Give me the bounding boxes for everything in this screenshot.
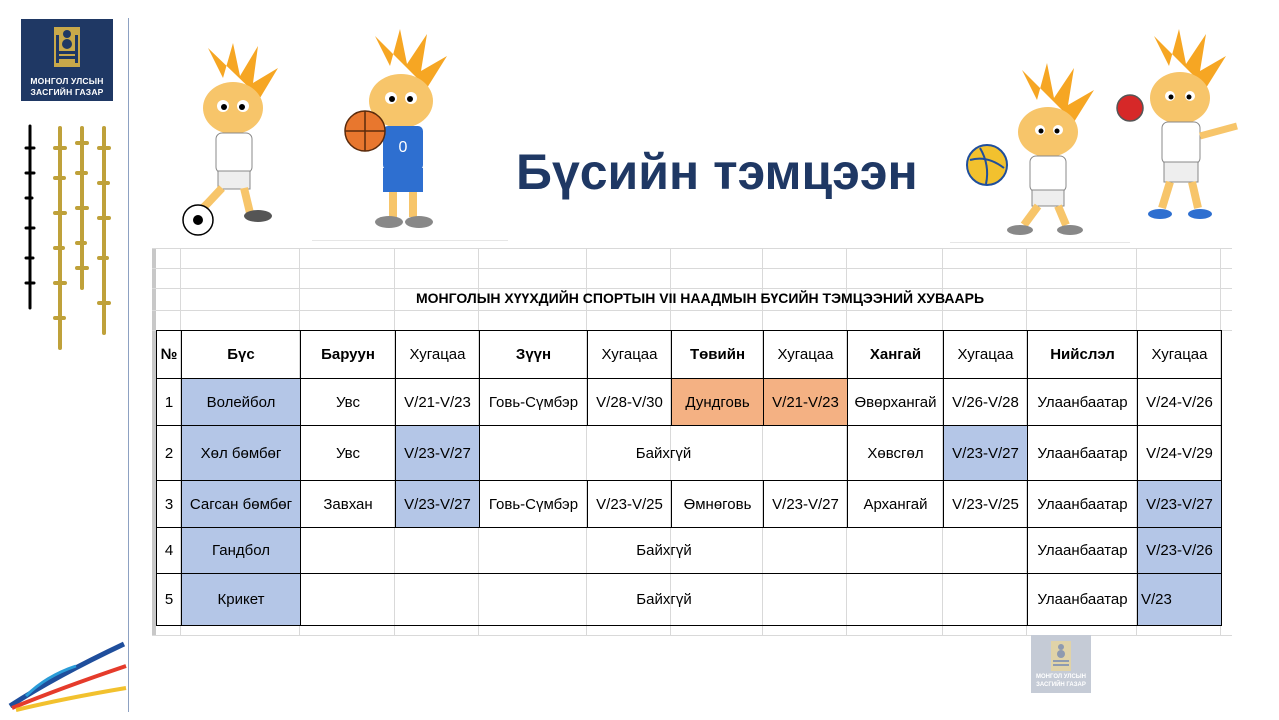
schedule-table — [156, 330, 1222, 626]
soyombo-icon — [1051, 641, 1071, 671]
khangai-date-cell: V/26-V/28 — [944, 379, 1028, 426]
west-date-cell: V/23-V/27 — [396, 426, 480, 481]
logo-line-2: ЗАСГИЙН ГАЗАР — [30, 87, 104, 97]
sport-cell: Крикет — [182, 574, 301, 626]
column-header: Бүс — [182, 331, 301, 379]
column-header: Хугацаа — [764, 331, 848, 379]
table-row — [157, 574, 1222, 626]
capital-date-cell: V/23-V/26 — [1138, 528, 1222, 574]
mascot-handball-image — [1112, 26, 1244, 226]
khangai-date-cell: V/23-V/25 — [944, 481, 1028, 528]
mascot-soccer-image — [178, 38, 293, 238]
games-swoosh-logo — [6, 636, 130, 712]
sport-cell: Гандбол — [182, 528, 301, 574]
east-date-cell: V/28-V/30 — [588, 379, 672, 426]
mascot-volleyball-image — [962, 60, 1112, 240]
mongolian-script-image — [20, 118, 115, 363]
table-row — [157, 379, 1222, 426]
east-date-cell: V/23-V/25 — [588, 481, 672, 528]
column-header: № — [157, 331, 182, 379]
khangai-aimag-cell: Өвөрхангай — [848, 379, 944, 426]
divider-line — [950, 242, 1130, 243]
row-number: 5 — [157, 574, 182, 626]
capital-date-cell: V/23-V/27 — [1138, 481, 1222, 528]
capital-cell: Улаанбаатар — [1028, 481, 1138, 528]
none-cell: Байхгүй — [301, 574, 1028, 626]
page-title: Бүсийн тэмцээн — [516, 144, 918, 200]
government-logo — [21, 19, 113, 101]
capital-cell: Улаанбаатар — [1028, 574, 1138, 626]
table-header-row — [157, 331, 1222, 379]
row-number: 1 — [157, 379, 182, 426]
west-aimag-cell: Увс — [301, 379, 396, 426]
east-aimag-cell: Говь-Сүмбэр — [480, 481, 588, 528]
footer-logo-line-2: ЗАСГИЙН ГАЗАР — [1036, 682, 1086, 688]
table-row — [157, 481, 1222, 528]
capital-cell: Улаанбаатар — [1028, 528, 1138, 574]
khangai-aimag-cell: Хөвсгөл — [848, 426, 944, 481]
column-header: Зүүн — [480, 331, 588, 379]
central-aimag-cell: Дундговь — [672, 379, 764, 426]
soyombo-icon — [54, 27, 80, 67]
svg-text:0: 0 — [398, 139, 408, 156]
central-date-cell: V/21-V/23 — [764, 379, 848, 426]
mascot-basketball-image — [335, 26, 463, 236]
column-header: Нийслэл — [1028, 331, 1138, 379]
sport-cell: Сагсан бөмбөг — [182, 481, 301, 528]
sport-cell: Волейбол — [182, 379, 301, 426]
table-row — [157, 426, 1222, 481]
divider-line — [312, 240, 508, 241]
footer-logo-line-1: МОНГОЛ УЛСЫН — [1036, 674, 1086, 680]
footer-government-logo — [1031, 635, 1091, 693]
capital-cell: Улаанбаатар — [1028, 426, 1138, 481]
column-header: Хугацаа — [396, 331, 480, 379]
column-header: Хугацаа — [1138, 331, 1222, 379]
capital-date-cell: V/24-V/26 — [1138, 379, 1222, 426]
logo-line-1: МОНГОЛ УЛСЫН — [30, 76, 104, 86]
west-aimag-cell: Завхан — [301, 481, 396, 528]
capital-date-cell: V/24-V/29 — [1138, 426, 1222, 481]
sport-cell: Хөл бөмбөг — [182, 426, 301, 481]
row-number: 3 — [157, 481, 182, 528]
capital-cell: Улаанбаатар — [1028, 379, 1138, 426]
west-date-cell: V/23-V/27 — [396, 481, 480, 528]
column-header: Хугацаа — [944, 331, 1028, 379]
khangai-aimag-cell: Архангай — [848, 481, 944, 528]
khangai-date-cell: V/23-V/27 — [944, 426, 1028, 481]
none-cell: Байхгүй — [480, 426, 848, 481]
column-header: Төвийн — [672, 331, 764, 379]
none-cell: Байхгүй — [301, 528, 1028, 574]
table-title: МОНГОЛЫН ХҮҮХДИЙН СПОРТЫН VII НААДМЫН БҮСИЙН ТЭМЦЭЭНИЙ ХУВААРЬ — [415, 290, 985, 306]
east-aimag-cell: Говь-Сүмбэр — [480, 379, 588, 426]
capital-date-cell: V/23 — [1138, 574, 1222, 626]
column-header: Хангай — [848, 331, 944, 379]
table-row — [157, 528, 1222, 574]
row-number: 4 — [157, 528, 182, 574]
row-number: 2 — [157, 426, 182, 481]
column-header: Хугацаа — [588, 331, 672, 379]
column-header: Баруун — [301, 331, 396, 379]
central-aimag-cell: Өмнөговь — [672, 481, 764, 528]
west-date-cell: V/21-V/23 — [396, 379, 480, 426]
central-date-cell: V/23-V/27 — [764, 481, 848, 528]
west-aimag-cell: Увс — [301, 426, 396, 481]
sidebar-divider — [128, 18, 129, 712]
